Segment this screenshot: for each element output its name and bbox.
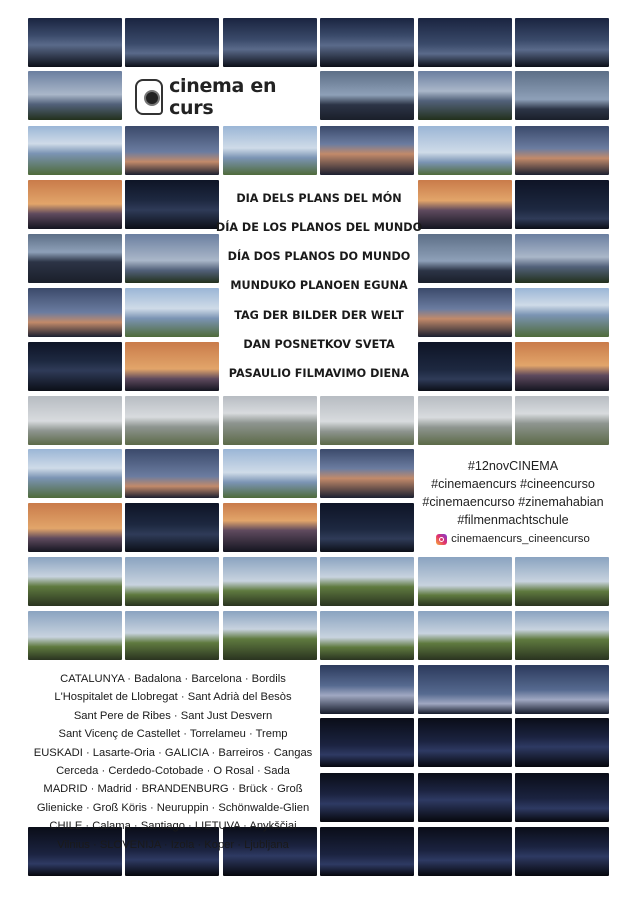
photo-thumbnail [223, 611, 317, 660]
photo-thumbnail [125, 18, 219, 67]
hashtag-line: #cinemaencurs #cineencurso [431, 477, 595, 491]
photo-thumbnail [125, 396, 219, 445]
places-line: EUSKADI · Lasarte-Oria · GALICIA · Barreiros · Cangas [33, 746, 313, 759]
places-line: CATALUNYA · Badalona · Barcelona · Bordils [60, 673, 286, 685]
photo-thumbnail [125, 503, 219, 552]
places-line: Sant Pere de Ribes · Sant Just Desvern [73, 709, 273, 722]
photo-thumbnail [320, 126, 414, 175]
title-german: TAG DER BILDER DER WELT [234, 308, 404, 322]
photo-thumbnail [28, 342, 122, 391]
photo-thumbnail [515, 126, 609, 175]
photo-thumbnail [125, 611, 219, 660]
title-block [215, 180, 423, 392]
photo-thumbnail [125, 234, 219, 283]
photo-thumbnail [515, 71, 609, 120]
photo-thumbnail [515, 396, 609, 445]
photo-thumbnail [125, 449, 219, 498]
photo-thumbnail [223, 557, 317, 606]
photo-thumbnail [320, 503, 414, 552]
photo-thumbnail [515, 18, 609, 67]
photo-thumbnail [28, 126, 122, 175]
title-basque: MUNDUKO PLANOEN EGUNA [230, 279, 408, 293]
title-catalan: DIA DELS PLANS DEL MÓN [236, 192, 402, 206]
instagram-link[interactable] [436, 533, 590, 545]
photo-thumbnail [418, 827, 512, 876]
photo-thumbnail [223, 126, 317, 175]
photo-thumbnail [515, 773, 609, 822]
photo-thumbnail [418, 665, 512, 714]
title-spanish: DÍA DE LOS PLANOS DEL MUNDO [215, 221, 423, 235]
places-line: MADRID · Madrid · BRANDENBURG · Brück · Groß [43, 783, 303, 796]
photo-thumbnail [418, 773, 512, 822]
photo-thumbnail [418, 18, 512, 67]
places-line: Sant Vicenç de Castellet · Torrelameu · Tremp [58, 728, 288, 741]
photo-thumbnail [515, 611, 609, 660]
places-line: CHILE · Calama · Santiago · LIETUVA · Anykščiai [49, 820, 297, 833]
photo-thumbnail [515, 342, 609, 391]
photo-thumbnail [320, 665, 414, 714]
photo-thumbnail [125, 180, 219, 229]
photo-thumbnail [320, 827, 414, 876]
places-line: Cerceda · Cerdedo-Cotobade · O Rosal · Sada [56, 765, 290, 778]
photo-thumbnail [418, 396, 512, 445]
photo-thumbnail [515, 827, 609, 876]
photo-thumbnail [418, 71, 512, 120]
photo-thumbnail [28, 396, 122, 445]
photo-thumbnail [28, 449, 122, 498]
title-galician: DÍA DOS PLANOS DO MUNDO [227, 250, 411, 264]
hashtag-line: #cinemaencurso #zinemahabian [422, 495, 604, 509]
photo-thumbnail [28, 557, 122, 606]
photo-thumbnail [28, 234, 122, 283]
photo-thumbnail [515, 180, 609, 229]
photo-thumbnail [418, 557, 512, 606]
photo-thumbnail [223, 18, 317, 67]
photo-thumbnail [125, 126, 219, 175]
photo-thumbnail [320, 718, 414, 767]
title-slovenian: DAN POSNETKOV SVETA [243, 337, 395, 351]
photo-thumbnail [125, 342, 219, 391]
photo-thumbnail [418, 718, 512, 767]
photo-thumbnail [223, 396, 317, 445]
photo-thumbnail [320, 71, 414, 120]
photo-thumbnail [28, 503, 122, 552]
logo-text: cinema en curs [169, 75, 277, 119]
photo-thumbnail [418, 342, 512, 391]
photo-thumbnail [125, 557, 219, 606]
camera-eye-icon [135, 79, 163, 115]
photo-thumbnail [223, 503, 317, 552]
photo-thumbnail [418, 126, 512, 175]
hashtag-line: #12novCINEMA [467, 459, 559, 473]
photo-thumbnail [125, 288, 219, 337]
places-line: Glienicke · Groß Köris · Neuruppin · Schönwalde-Glien [36, 801, 310, 814]
photo-thumbnail [320, 611, 414, 660]
photo-thumbnail [320, 557, 414, 606]
photo-thumbnail [418, 234, 512, 283]
photo-thumbnail [320, 449, 414, 498]
photo-thumbnail [28, 18, 122, 67]
photo-thumbnail [515, 234, 609, 283]
photo-thumbnail [28, 71, 122, 120]
photo-thumbnail [515, 665, 609, 714]
social-block [418, 449, 608, 557]
photo-thumbnail [418, 611, 512, 660]
photo-thumbnail [515, 288, 609, 337]
photo-thumbnail [320, 18, 414, 67]
photo-thumbnail [28, 611, 122, 660]
places-list [28, 665, 318, 851]
instagram-handle: cinemaencurs_cineencurso [451, 533, 590, 545]
title-lithuanian: PASAULIO FILMAVIMO DIENA [228, 366, 410, 380]
logo [125, 71, 315, 123]
photo-thumbnail [418, 180, 512, 229]
photo-thumbnail [28, 180, 122, 229]
hashtag-line: #filmenmachtschule [457, 513, 569, 527]
places-line: L'Hospitalet de Llobregat · Sant Adrià del Besòs [54, 691, 292, 704]
photo-thumbnail [515, 718, 609, 767]
photo-thumbnail [515, 557, 609, 606]
places-line: Vilnius · SLOVENIJA · Izola · Koper · Ljubljana [57, 838, 289, 851]
photo-thumbnail [223, 449, 317, 498]
photo-thumbnail [28, 288, 122, 337]
photo-thumbnail [418, 288, 512, 337]
photo-thumbnail [320, 773, 414, 822]
photo-thumbnail [320, 396, 414, 445]
instagram-icon [436, 534, 447, 545]
